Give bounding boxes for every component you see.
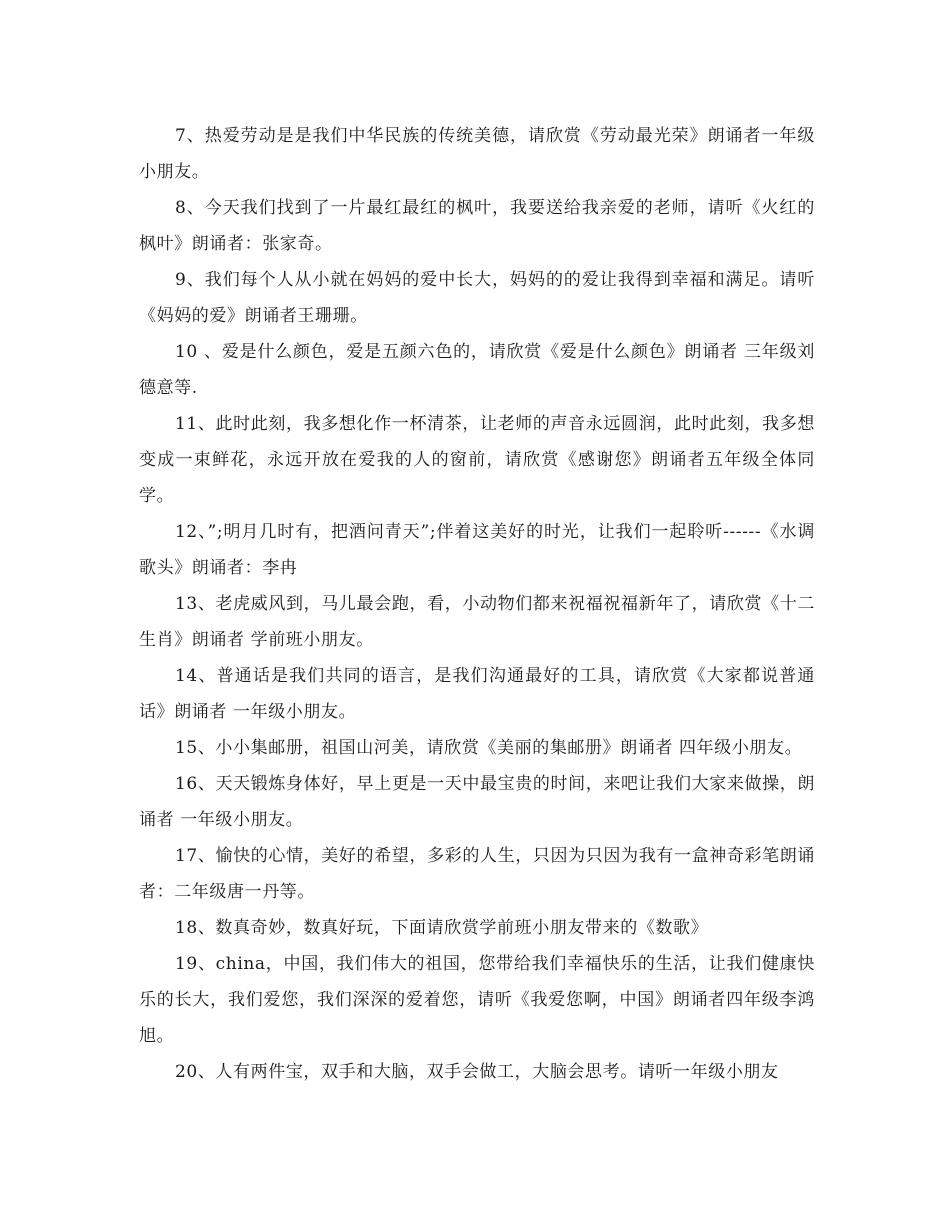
document-body: [139, 118, 815, 1090]
paragraph-15: 15、小小集邮册，祖国山河美，请欣赏《美丽的集邮册》朗诵者 四年级小朋友。: [175, 738, 803, 758]
paragraph-16: 16、天天锻炼身体好，早上更是一天中最宝贵的时间，来吧让我们大家来做操，朗诵者 一年级小朋友。: [139, 774, 815, 830]
paragraph-14: 14、普通话是我们共同的语言，是我们沟通最好的工具，请欣赏《大家都说普通话》朗诵者 一年级小朋友。: [139, 666, 815, 722]
paragraph-12: 12、”;明月几时有，把酒问青天”;伴着这美好的时光，让我们一起聆听------《水调歌头》朗诵者：李冉: [139, 522, 815, 578]
paragraph-18: 18、数真奇妙，数真好玩，下面请欣赏学前班小朋友带来的《数歌》: [175, 918, 709, 938]
paragraph-10: 10 、爱是什么颜色，爱是五颜六色的，请欣赏《爱是什么颜色》朗诵者 三年级刘德意等.: [139, 342, 815, 398]
paragraph-7: 7、热爱劳动是是我们中华民族的传统美德，请欣赏《劳动最光荣》朗诵者一年级小朋友。: [139, 126, 815, 182]
paragraph-9: 9、我们每个人从小就在妈妈的爱中长大，妈妈的的爱让我得到幸福和满足。请听《妈妈的爱》朗诵者王珊珊。: [139, 270, 815, 326]
paragraph-13: 13、老虎威风到，马儿最会跑，看，小动物们都来祝福祝福新年了，请欣赏《十二生肖》朗诵者 学前班小朋友。: [139, 594, 815, 650]
paragraph-19: 19、china，中国，我们伟大的祖国，您带给我们幸福快乐的生活，让我们健康快乐的长大，我们爱您，我们深深的爱着您，请听《我爱您啊，中国》朗诵者四年级李鸿旭。: [139, 954, 815, 1046]
paragraph-20: 20、人有两件宝，双手和大脑，双手会做工，大脑会思考。请听一年级小朋友: [175, 1062, 779, 1082]
paragraph-17: 17、愉快的心情，美好的希望，多彩的人生，只因为只因为我有一盒神奇彩笔朗诵者：二年级唐一丹等。: [139, 846, 815, 902]
paragraph-11: 11、此时此刻，我多想化作一杯清茶，让老师的声音永远圆润，此时此刻，我多想变成一束鲜花，永远开放在爱我的人的窗前，请欣赏《感谢您》朗诵者五年级全体同学。: [139, 414, 815, 506]
paragraph-8: 8、今天我们找到了一片最红最红的枫叶，我要送给我亲爱的老师，请听《火红的枫叶》朗诵者：张家奇。: [139, 198, 815, 254]
